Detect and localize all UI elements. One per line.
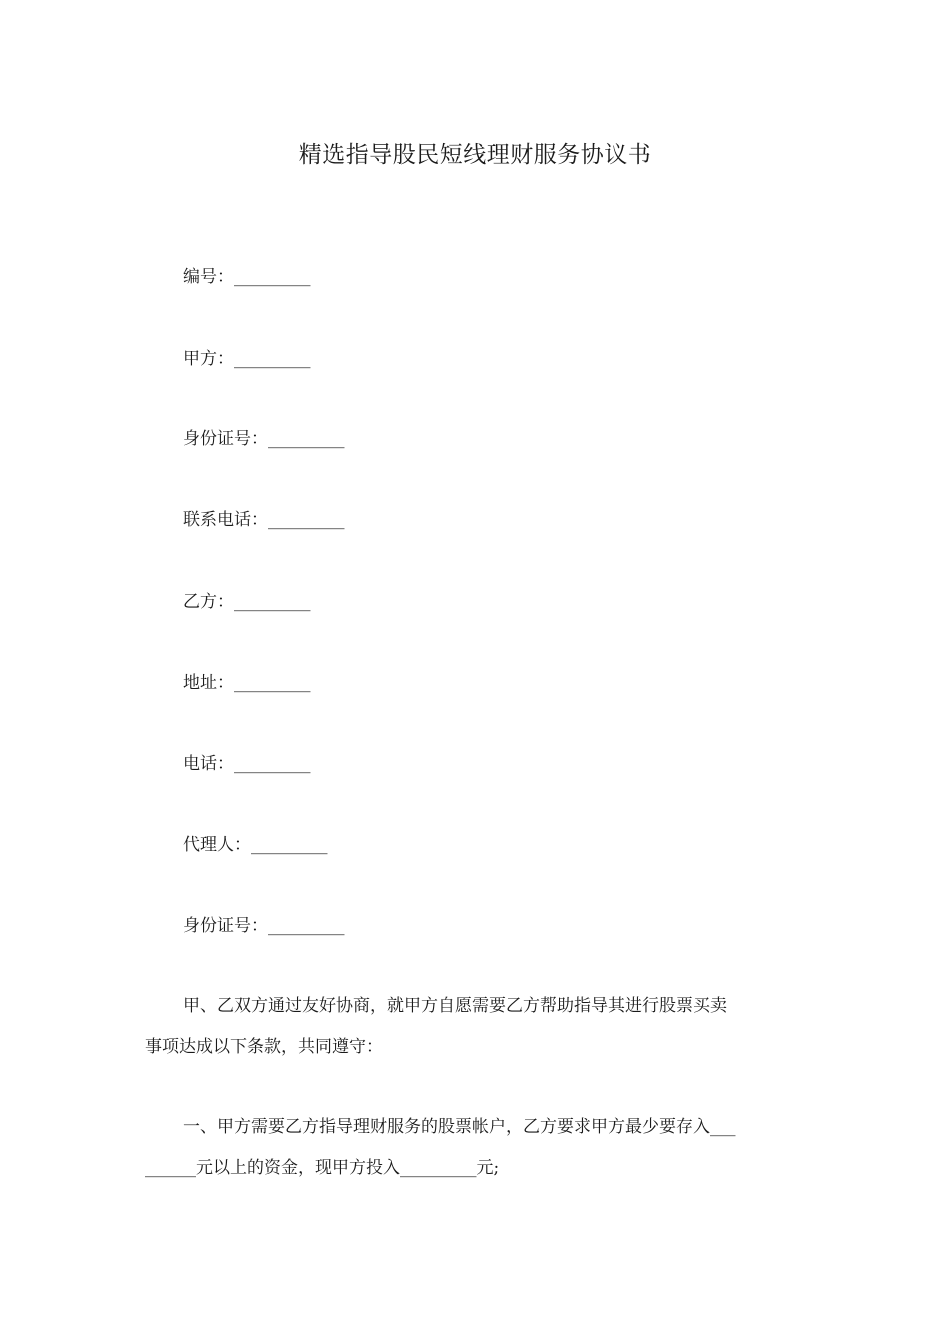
field-party-a-phone: 联系电话：_________ <box>183 510 345 530</box>
paragraph-preamble-line-1: 甲、乙双方通过友好协商，就甲方自愿需要乙方帮助指导其进行股票买卖 <box>183 996 727 1016</box>
field-agent-id-number: 身份证号：_________ <box>183 916 345 936</box>
paragraph-preamble <box>145 995 810 1058</box>
document-title: 精选指导股民短线理财服务协议书 <box>298 142 652 168</box>
field-agent: 代理人：_________ <box>183 835 328 855</box>
paragraph-preamble-line-2: 事项达成以下条款，共同遵守： <box>145 1037 383 1057</box>
paragraph-clause-1-line-2: ______元以上的资金，现甲方投入_________元; <box>145 1158 500 1178</box>
field-party-b-address: 地址：_________ <box>183 673 311 693</box>
paragraph-clause-1 <box>145 1116 810 1179</box>
field-party-a: 甲方：_________ <box>183 349 311 369</box>
field-serial-number: 编号：_________ <box>183 267 311 287</box>
field-party-a-id-number: 身份证号：_________ <box>183 429 345 449</box>
field-party-b: 乙方：_________ <box>183 592 311 612</box>
field-party-b-phone: 电话：_________ <box>183 754 311 774</box>
paragraph-clause-1-line-1: 一、甲方需要乙方指导理财服务的股票帐户，乙方要求甲方最少要存入___ <box>183 1117 736 1137</box>
